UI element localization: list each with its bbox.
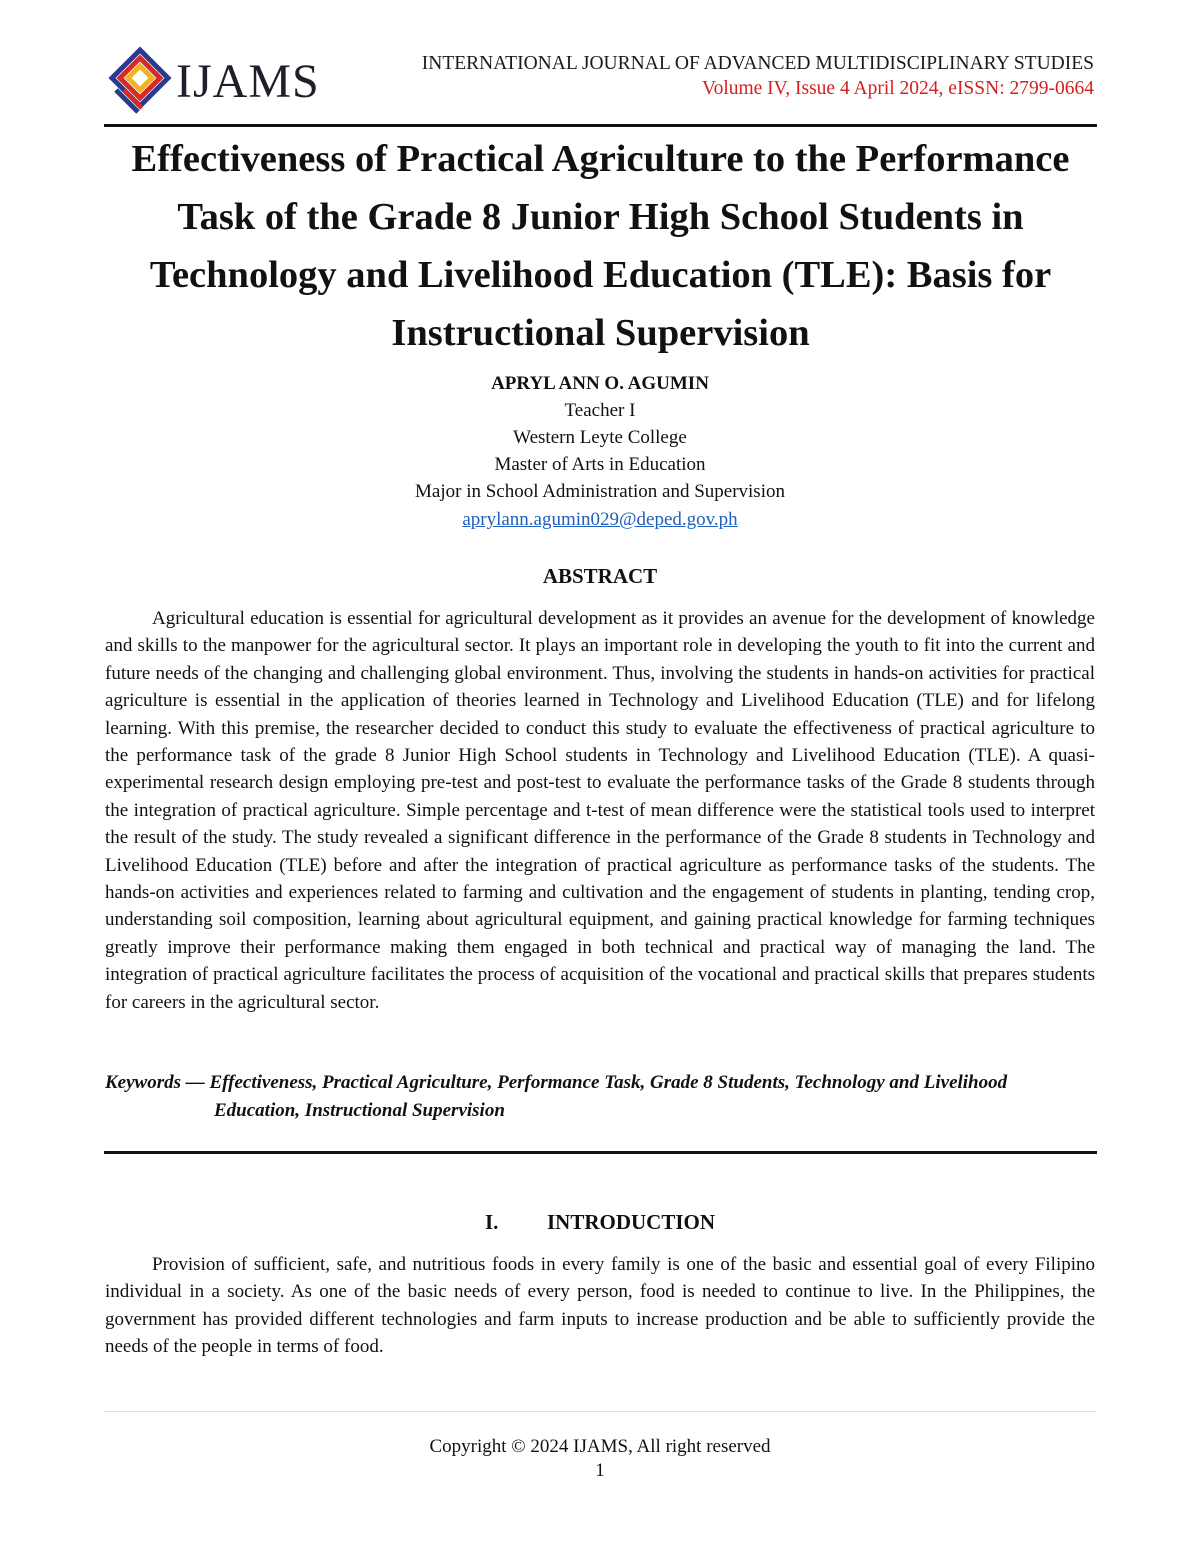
abstract-heading: ABSTRACT [542, 564, 658, 588]
ijams-emblem-icon [108, 46, 172, 118]
paper-title: Effectiveness of Practical Agriculture to the Performance Task of the Grade 8 Junior High School Students in Technology and Livelihood Education (TLE): Basis for Instructional Supervision [131, 138, 1070, 354]
logo-text: IJAMS [176, 55, 320, 108]
keywords-line-2: Education, Instructional Supervision [214, 1099, 505, 1121]
introduction-body: Provision of sufficient, safe, and nutritious foods in every family is one of the basic and essential goal of every Filipino individual in a society. As one of the basic needs of every person, food is needed to continue to live. In the Philippines, the government has provided different technologies and farm inputs to increase production and be able to sufficiently provide the needs of the people in terms of food. [105, 1254, 1095, 1358]
journal-name: INTERNATIONAL JOURNAL OF ADVANCED MULTIDISCIPLINARY STUDIES [421, 53, 1094, 74]
footer-divider [104, 1411, 1097, 1412]
keywords-line-1: Keywords — Effectiveness, Practical Agriculture, Performance Task, Grade 8 Students, Technology and Livelihood [105, 1072, 1008, 1093]
page-number: 1 [595, 1460, 605, 1481]
author-email-link[interactable]: aprylann.agumin029@deped.gov.ph [462, 509, 738, 530]
keywords [105, 1069, 1095, 1124]
author-major: Major in School Administration and Supervision [415, 481, 785, 502]
copyright-notice: Copyright © 2024 IJAMS, All right reserved [429, 1436, 771, 1457]
introduction-heading [0, 1210, 1200, 1235]
author-name: APRYL ANN O. AGUMIN [491, 373, 709, 394]
header-divider [104, 124, 1097, 127]
journal-logo [108, 46, 338, 118]
author-institution: Western Leyte College [513, 427, 687, 448]
section-title: INTRODUCTION [546, 1210, 716, 1234]
author-degree: Master of Arts in Education [494, 454, 706, 475]
section-divider [104, 1151, 1097, 1154]
abstract-body: Agricultural education is essential for agricultural development as it provides an avenue for the development of knowledge and skills to the manpower for the agricultural sector. It plays an important role in developing the youth to fit into the current and future needs of the changing and challenging global environment. Thus, involving the students in hands-on activities for practical agriculture is essential in the application of theories learned in Technology and Livelihood Education (TLE) and for lifelong learning. With this premise, the researcher decided to conduct this study to evaluate the effectiveness of practical agriculture to the performance task of the grade 8 Junior High School students in Technology and Livelihood Education (TLE). A quasi-experimental research design employing pre-test and post-test to evaluate the performance tasks of the Grade 8 students through the integration of practical agriculture. Simple percentage and t-test of mean difference were the statistical tools used to interpret the result of the study. The study revealed a significant difference in the performance of the Grade 8 students in Technology and Livelihood Education (TLE) before and after the integration of practical agriculture as performance tasks of the students. The hands-on activities and experiences related to farming and cultivation and the engagement of students in planting, tending crop, understanding soil composition, learning about agricultural equipment, and gaining practical knowledge for farming techniques greatly improve their performance making them engaged in both technical and practical way of managing the land. The integration of practical agriculture facilitates the process of acquisition of the vocational and practical skills that prepares students for careers in the agricultural sector. [105, 608, 1095, 1013]
author-position: Teacher I [564, 400, 636, 421]
volume-info: Volume IV, Issue 4 April 2024, eISSN: 2799-0664 [702, 78, 1094, 99]
section-number: I. [484, 1210, 499, 1234]
